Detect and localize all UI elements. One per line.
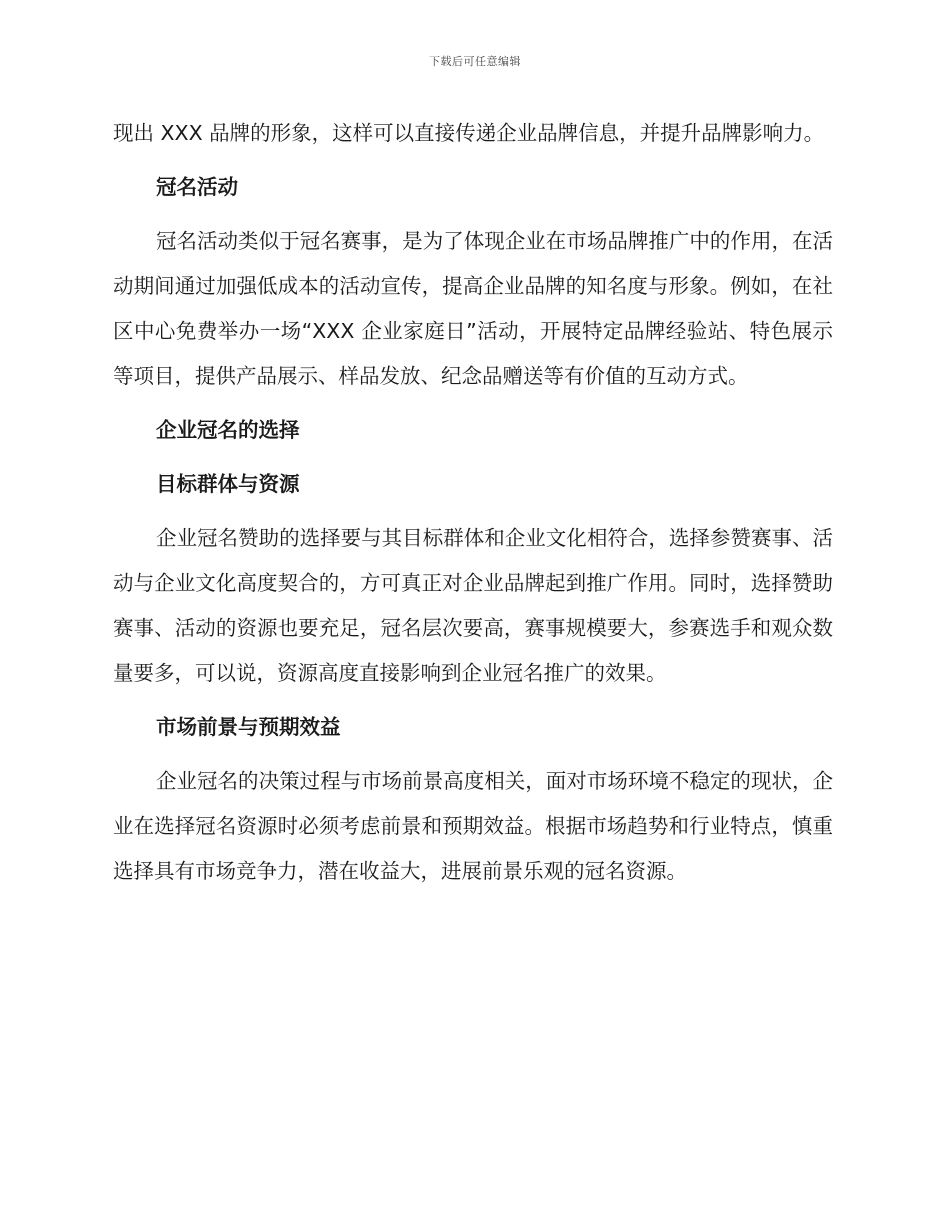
paragraph-market-outlook: 企业冠名的决策过程与市场前景高度相关，面对市场环境不稳定的现状，企业在选择冠名资源时必须考虑前景和预期效益。根据市场趋势和行业特点，慎重选择具有市场竞争力，潜在收益大，进展前景乐观的冠名资源。 xyxy=(113,769,833,883)
section-heading-target-groups: 目标群体与资源 xyxy=(156,472,300,496)
paragraph-continuation: 现出 XXX 品牌的形象，这样可以直接传递企业品牌信息，并提升品牌影响力。 xyxy=(113,121,825,145)
paragraph-target-groups: 企业冠名赞助的选择要与其目标群体和企业文化相符合，选择参赞赛事、活动与企业文化高度契合的，方可真正对企业品牌起到推广作用。同时，选择赞助赛事、活动的资源也要充足，冠名层次要高，赛事规模要大，参赛选手和观众数量要多，可以说，资源高度直接影响到企业冠名推广的效果。 xyxy=(113,526,833,685)
section-heading-market-outlook: 市场前景与预期效益 xyxy=(156,715,341,739)
page-header: 下载后可任意编辑 xyxy=(429,55,521,68)
document-body xyxy=(113,111,833,894)
section-heading-sponsorship-choice: 企业冠名的选择 xyxy=(156,418,300,442)
section-heading-naming-activity: 冠名活动 xyxy=(156,175,238,199)
paragraph-naming-activity: 冠名活动类似于冠名赛事，是为了体现企业在市场品牌推广中的作用，在活动期间通过加强低成本的活动宣传，提高企业品牌的知名度与形象。例如，在社区中心免费举办一场“XXX 企业家庭日”活动，开展特定品牌经验站、特色展示等项目，提供产品展示、样品发放、纪念品赠送等有价值的互动方式。 xyxy=(113,229,833,388)
